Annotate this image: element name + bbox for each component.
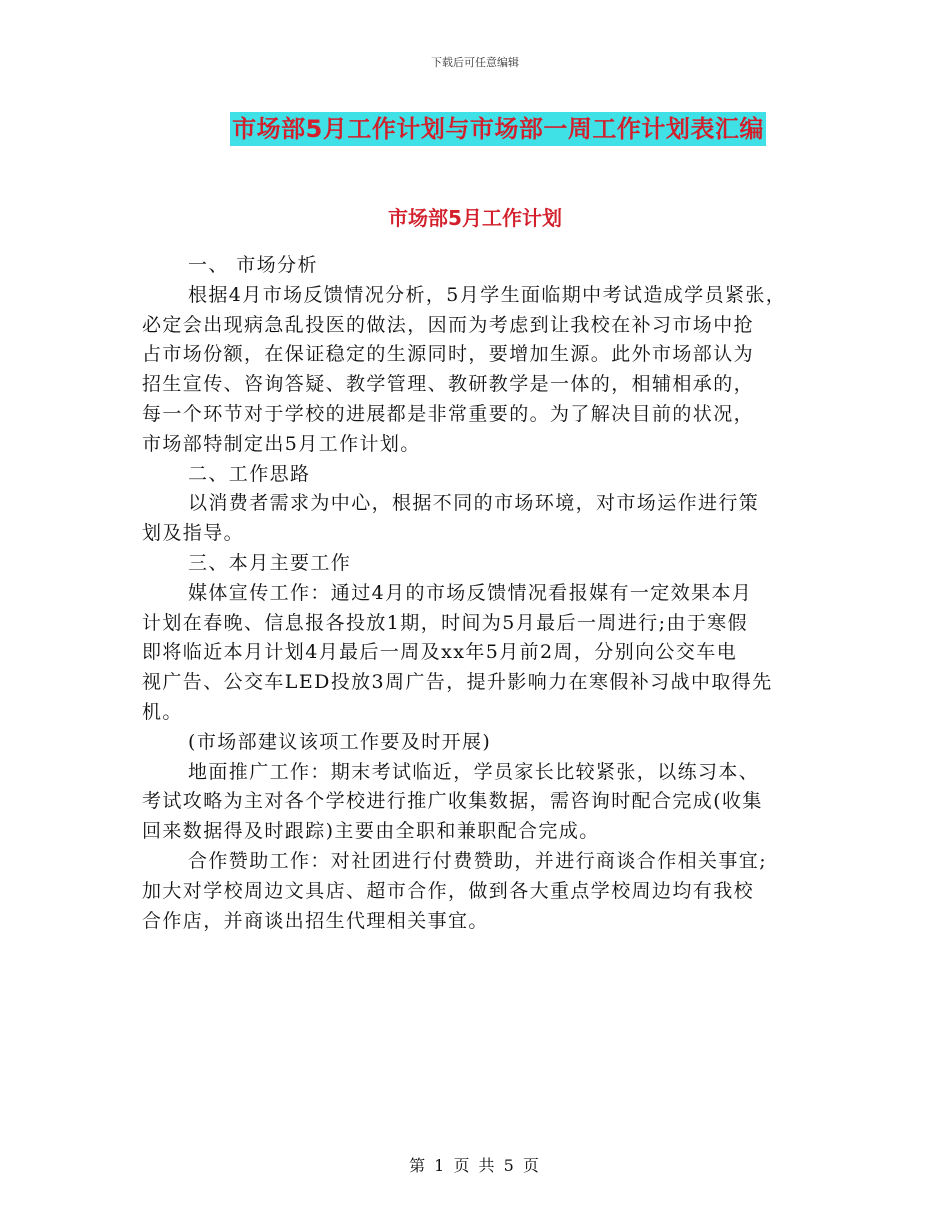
text-line: 必定会出现病急乱投医的做法，因而为考虑到让我校在补习市场中抢 bbox=[142, 313, 755, 336]
text-line: 划及指导。 bbox=[142, 522, 245, 545]
document-body bbox=[142, 251, 822, 936]
text-line: 根据4月市场反馈情况分析，5月学生面临期中考试造成学员紧张， bbox=[188, 283, 787, 306]
text-line: 三、本月主要工作 bbox=[188, 551, 352, 574]
text-line: 加大对学校周边文具店、超市合作，做到各大重点学校周边均有我校 bbox=[142, 879, 755, 902]
page-footer: 第 1 页 共 5 页 bbox=[409, 1156, 541, 1175]
text-line: 招生宣传、咨询答疑、教学管理、教研教学是一体的，相辅相承的， bbox=[142, 373, 755, 396]
text-line: 回来数据得及时跟踪)主要由全职和兼职配合完成。 bbox=[142, 820, 600, 843]
text-line: 合作赞助工作：对社团进行付费赞助，并进行商谈合作相关事宜; bbox=[188, 849, 768, 872]
section-title: 市场部5月工作计划 bbox=[388, 206, 562, 230]
text-line: 地面推广工作：期末考试临近，学员家长比较紧张，以练习本、 bbox=[188, 760, 760, 783]
header-note: 下载后可任意编辑 bbox=[431, 56, 519, 69]
text-line: 市场部特制定出5月工作计划。 bbox=[142, 432, 421, 455]
text-line: 即将临近本月计划4月最后一周及xx年5月前2周，分别向公交车电 bbox=[142, 641, 738, 664]
text-line: 一、 市场分析 bbox=[188, 254, 318, 276]
text-line: (市场部建议该项工作要及时开展) bbox=[188, 730, 492, 753]
text-line: 视广告、公交车LED投放3周广告，提升影响力在寒假补习战中取得先 bbox=[142, 671, 773, 694]
main-title-wrap bbox=[0, 112, 950, 146]
text-line: 计划在春晚、信息报各投放1期，时间为5月最后一周进行;由于寒假 bbox=[142, 611, 748, 634]
text-line: 每一个环节对于学校的进展都是非常重要的。为了解决目前的状况， bbox=[142, 402, 755, 425]
text-line: 媒体宣传工作：通过4月的市场反馈情况看报媒有一定效果本月 bbox=[188, 581, 753, 604]
text-line: 合作店，并商谈出招生代理相关事宜。 bbox=[142, 909, 489, 932]
text-line: 以消费者需求为中心，根据不同的市场环境，对市场运作进行策 bbox=[188, 492, 760, 515]
text-line: 机。 bbox=[142, 700, 183, 723]
document-title: 市场部5月工作计划与市场部一周工作计划表汇编 bbox=[230, 112, 766, 146]
text-line: 考试攻略为主对各个学校进行推广收集数据，需咨询时配合完成(收集 bbox=[142, 790, 763, 813]
text-line: 占市场份额，在保证稳定的生源同时，要增加生源。此外市场部认为 bbox=[142, 343, 755, 366]
text-line: 二、工作思路 bbox=[188, 462, 311, 485]
